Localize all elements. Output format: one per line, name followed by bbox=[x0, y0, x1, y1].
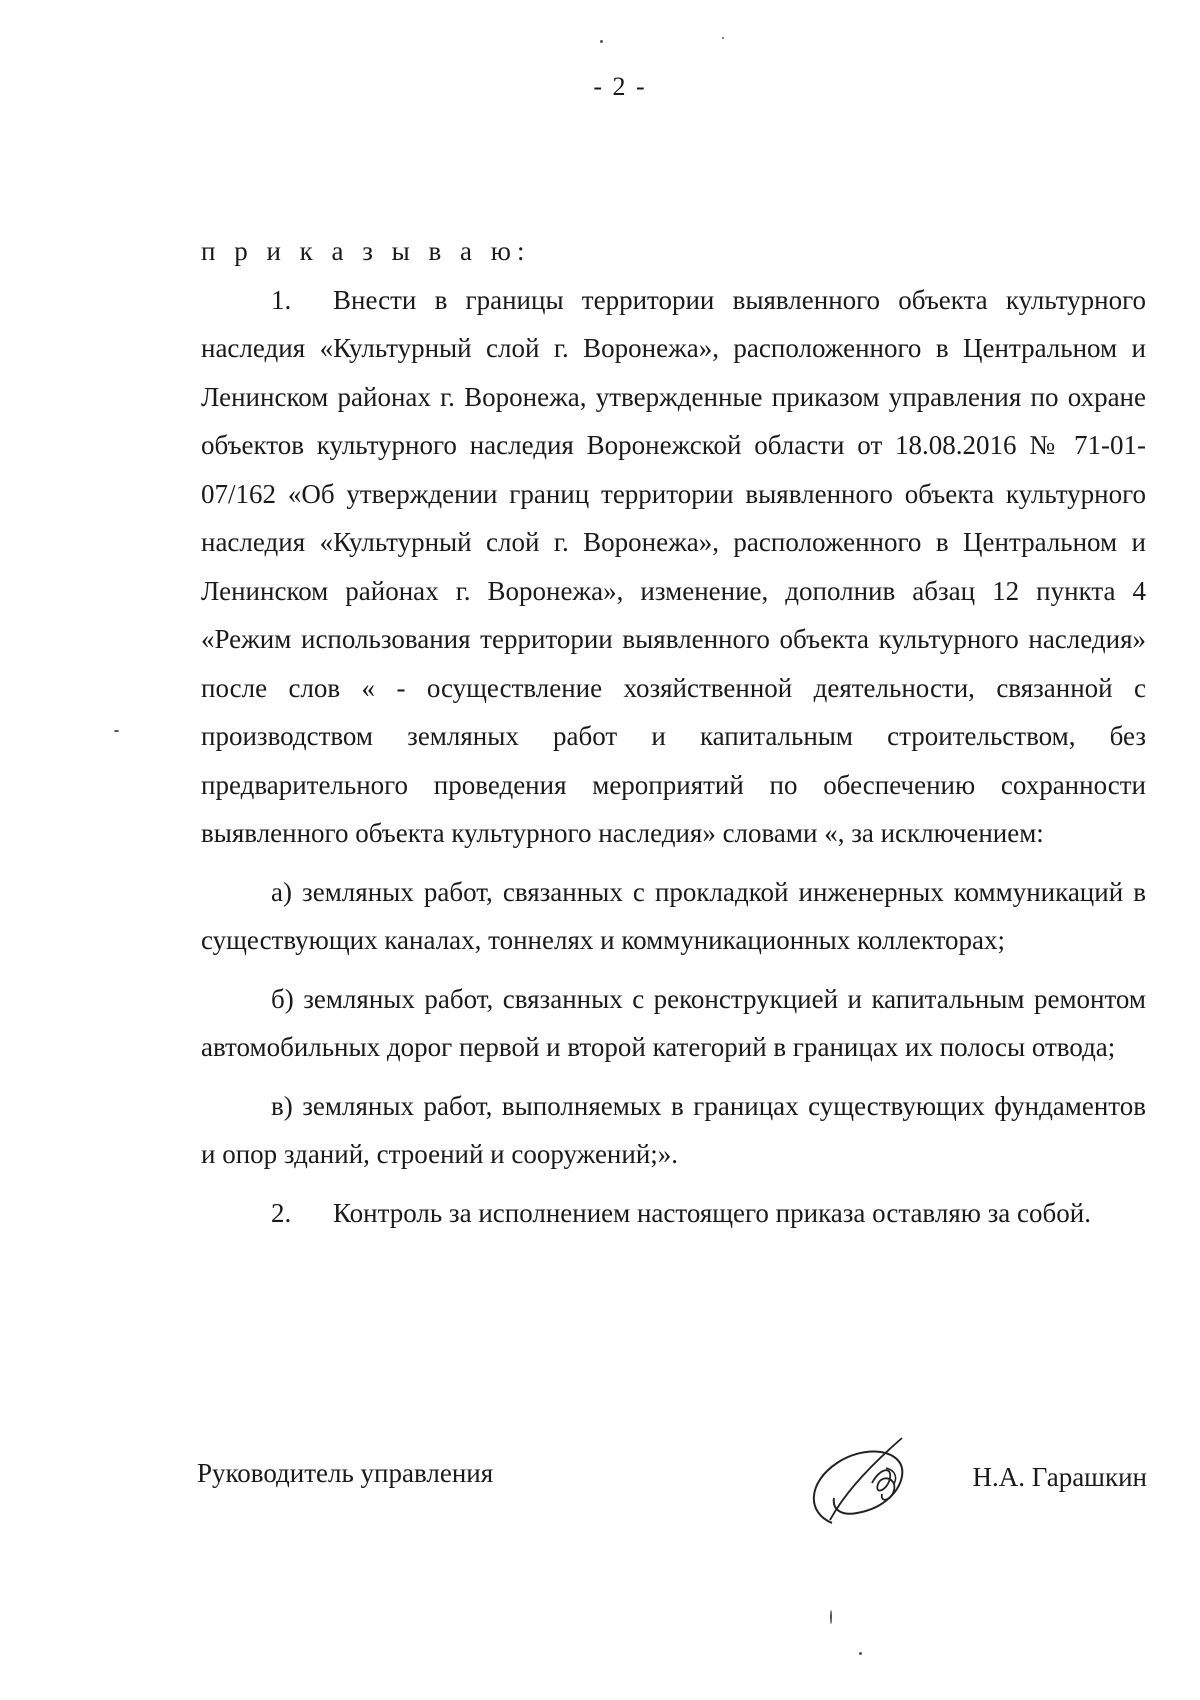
scan-artifact bbox=[600, 40, 603, 43]
subitem-a: а) земляных работ, связанных с прокладкой инженерных коммуникаций в существующих каналах, тоннелях и коммуникационных коллекторах; bbox=[201, 876, 1146, 955]
scan-artifact bbox=[830, 1610, 832, 1624]
subitem-c: в) земляных работ, выполняемых в границах существующих фундаментов и опор зданий, строений и сооружений;». bbox=[201, 1090, 1146, 1169]
signatory-title: Руководитель управления bbox=[197, 1458, 494, 1488]
scan-artifact bbox=[859, 1652, 862, 1655]
page-number: - 2 - bbox=[593, 72, 647, 101]
order-item-1 bbox=[201, 276, 1146, 858]
subitem-b: б) земляных работ, связанных с реконструкцией и капитальным ремонтом автомобильных дорог первой и второй категорий в границах их полосы отвода; bbox=[201, 983, 1146, 1062]
item-1-text: Внести в границы территории выявленного объекта культурного наследия «Культурный слой г. Воронежа», расположенного в Центральном и Ленинском районах г. Воронежа, утвержденные приказом управления по охране объектов культурного наследия Воронежской области от 18.08.2016 № 71-01-07/162 «Об утверждении границ территории выявленного объекта культурного наследия «Культурный слой г. Воронежа», расположенного в Центральном и Ленинском районах г. Воронежа», изменение, дополнив абзац 12 пункта 4 «Режим использования территории выявленного объекта культурного наследия» после слов « - осуществление хозяйственной деятельности, связанной с производством земляных работ и капитальным строительством, без предварительного проведения мероприятий по обеспечению сохранности выявленного объекта культурного наследия» словами «, за исключением: bbox=[201, 284, 1146, 848]
item-2-text: Контроль за исполнением настоящего приказа оставляю за собой. bbox=[333, 1197, 1091, 1228]
scan-artifact bbox=[114, 730, 119, 732]
order-opening: п р и к а з ы в а ю: bbox=[201, 236, 531, 266]
signature-block bbox=[197, 1428, 1147, 1548]
scan-artifact bbox=[722, 37, 724, 39]
document-body bbox=[201, 227, 1146, 1237]
handwritten-signature bbox=[802, 1428, 932, 1538]
signatory-name: Н.А. Гарашкин bbox=[972, 1462, 1147, 1492]
order-item-2 bbox=[201, 1189, 1146, 1238]
item-2-number: 2. bbox=[271, 1197, 292, 1228]
item-1-number: 1. bbox=[271, 284, 292, 315]
